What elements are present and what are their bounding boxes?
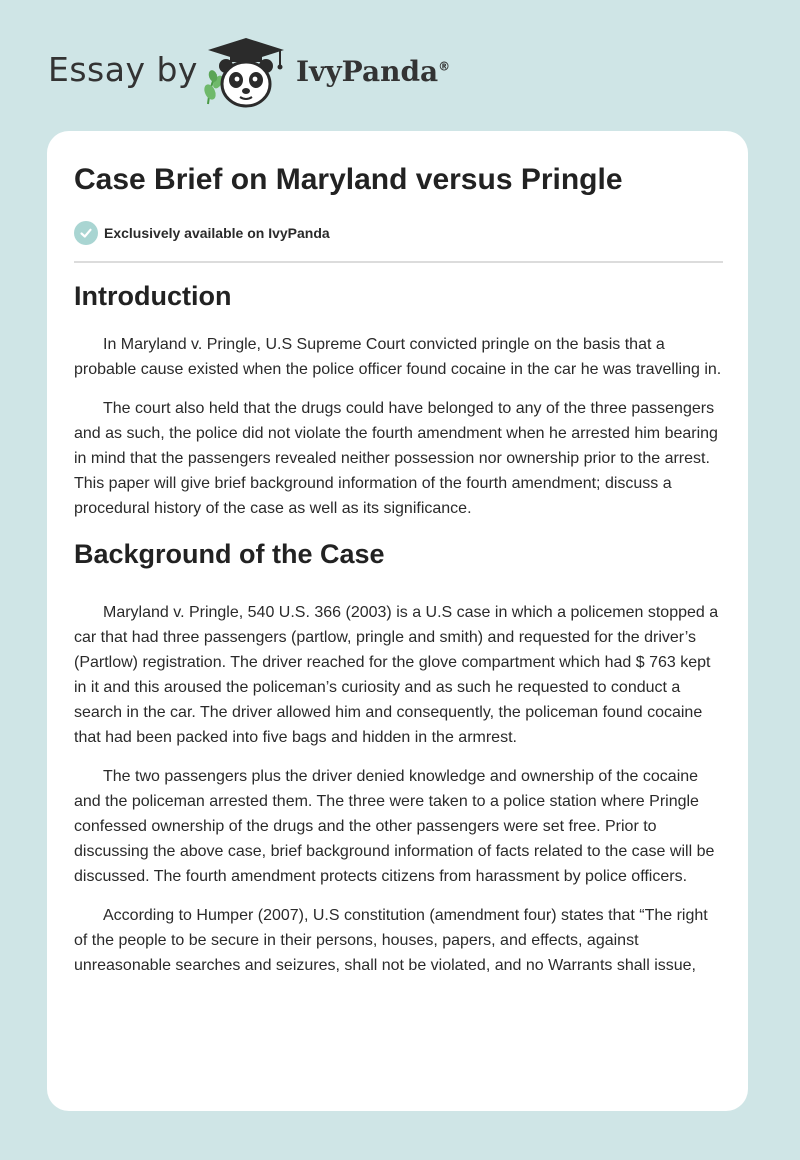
brand-prefix: Essay by: [48, 50, 198, 89]
registered-mark: ®: [438, 59, 451, 74]
page-title: Case Brief on Maryland versus Pringle: [74, 163, 623, 196]
section-heading-introduction: Introduction: [74, 281, 232, 311]
divider: [74, 261, 723, 263]
badge-label: Exclusively available on IvyPanda: [104, 225, 330, 241]
article-card: [47, 131, 748, 1111]
paragraph: Maryland v. Pringle, 540 U.S. 366 (2003) is a U.S case in which a policemen stopped a car that had three passengers (partlow, pringle and smith) and requested for the driver’s (Partlow) registration. The driver reached for the glove compartment which had $ 763 kept in it and this aroused the policeman’s curiosity and as such he requested to conduct a search in the car. The driver allowed him and consequently, the policeman found cocaine that had been packed into five bags and hidden in the armrest.: [74, 604, 719, 746]
article-body: [74, 281, 724, 992]
panda-graduate-icon[interactable]: [200, 34, 292, 110]
site-header: [0, 0, 800, 130]
brand-name[interactable]: [296, 55, 450, 88]
paragraph: The court also held that the drugs could have belonged to any of the three passengers and as such, the police did not violate the fourth amendment when he arrested him bearing in mind that the passengers revealed neither possession nor ownership prior to the arrest. This paper will give brief background information of the fourth amendment; discuss a procedural history of the case as well as its significance.: [74, 400, 718, 517]
section-heading-background: Background of the Case: [74, 539, 385, 569]
exclusive-badge: [74, 221, 330, 245]
paragraph: The two passengers plus the driver denied knowledge and ownership of the cocaine and the policeman arrested them. The three were taken to a police station where Pringle confessed ownership of the drugs and the other passengers were set free. Prior to discussing the above case, brief background information of facts related to the case will be discussed. The fourth amendment protects citizens from harassment by police officers.: [74, 768, 715, 885]
paragraph: In Maryland v. Pringle, U.S Supreme Court convicted pringle on the basis that a probable cause existed when the police officer found cocaine in the car he was travelling in.: [74, 336, 722, 378]
check-circle-icon: [74, 221, 98, 245]
paragraph: According to Humper (2007), U.S constitution (amendment four) states that “The right of the people to be secure in their persons, houses, papers, and effects, against unreasonable searches and seizures, shall not be violated, and no Warrants shall issue,: [74, 907, 708, 974]
brand-name-text: IvyPanda: [296, 55, 439, 88]
